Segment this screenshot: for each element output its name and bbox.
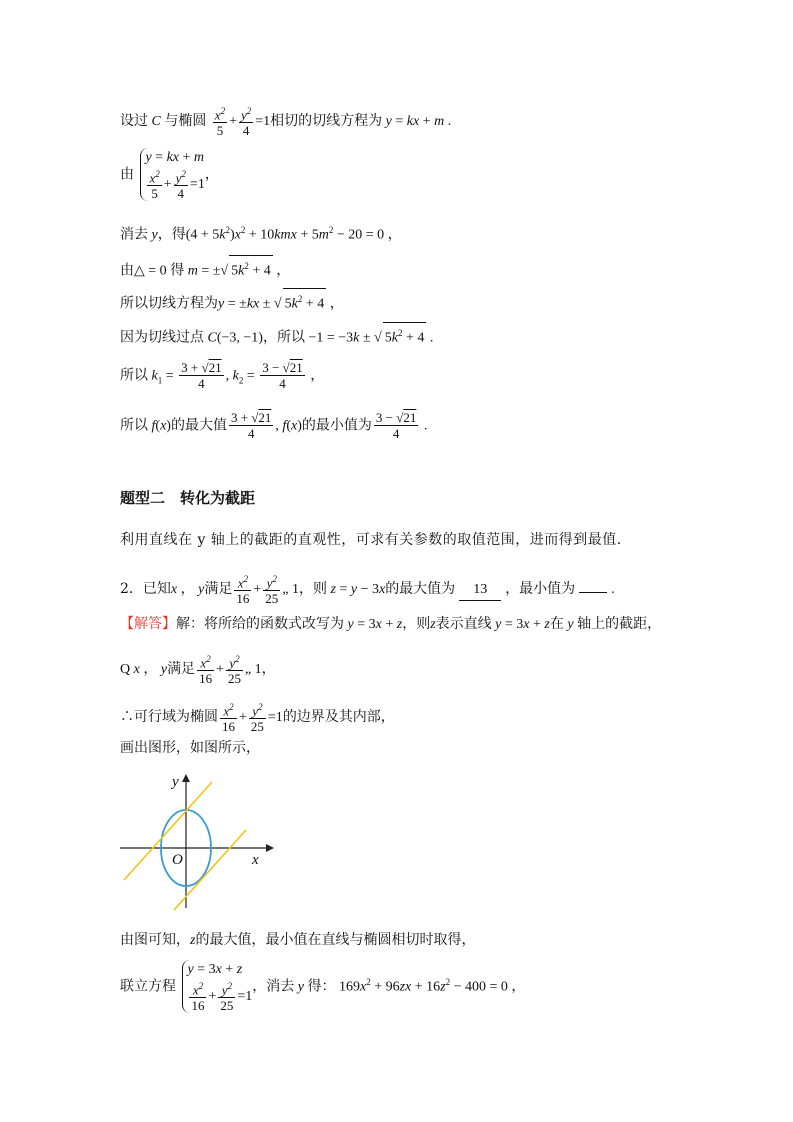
from-figure-line: 由图可知，z的最大值，最小值在直线与椭圆相切时取得， (120, 932, 476, 948)
question-2: 2．已知x ， y满足 $\frac{x^2}{16}$ + $\frac{y^2}{25}$ „ 1，则 z = y − 3x的最大值为 13 ，最小值为 . (120, 574, 615, 607)
text-line-4: 由△ = 0 得 m = ±√ $5k^2 + 4$ ， (120, 255, 290, 282)
equation-system: y = 3x + z $\frac{x^2}{16}$ + $\frac{y^2}{25}$ =1 (182, 960, 252, 1013)
text-line-5: 所以切线方程为y = ±kx ± √ $5k^2 + 4$ ， (120, 288, 344, 315)
ellipse-figure (116, 772, 276, 914)
draw-text: 画出图形，如图所示， (120, 740, 260, 756)
text-line-7: 所以 $k_1$ = $\frac{3 + √21}{4}$ , $k_2$ = $\frac{3 - √21}{4}$ ， (120, 360, 325, 391)
condition-line: Q x ， y满足 $\frac{x^2}{16}$ + $\frac{y^2}{25}$ „ 1， (120, 654, 276, 687)
y-axis-arrow (182, 774, 190, 782)
text-line-2: 由 y = kx + m $\frac{x^2}{5}$ + $\frac{y^2}{4}$ =1 ， (120, 150, 219, 202)
x-axis-label: x (252, 852, 259, 868)
text-line-6: 因为切线过点 C(−3, −1)，所以 −1 = −3k ± √ $5k^2 + 4$ . (120, 322, 433, 349)
solution-line: 【解答】解：将所给的函数式改写为 y = 3x + z，则z表示直线 y = 3x + z在 y 轴上的截距， (120, 616, 662, 632)
x-axis-arrow (266, 844, 274, 852)
text: 设过 (120, 113, 148, 130)
solution-tag: 【解答】 (120, 616, 176, 632)
joint-equations-line: 联立方程 y = 3x + z $\frac{x^2}{16}$ + $\frac{y^2}{25}$ =1 ，消去 y 得： $169x^2 + 96zx + 16z^2 - 400 = 0$ ， (120, 962, 526, 1014)
feasible-region-line: ∴可行域为椭圆 $\frac{x^2}{16}$ + $\frac{y^2}{25}$ =1的边界及其内部， (120, 702, 395, 735)
intro-text: 利用直线在 y 轴上的截距的直观性，可求有关参数的取值范围，进而得到最值. (120, 532, 622, 548)
answer-max: 13 (459, 580, 501, 601)
origin-label: O (172, 852, 183, 868)
fraction: $\frac{x^2}{5}$ (214, 106, 226, 139)
text-line-8: 所以 f(x)的最大值 $\frac{3 + √21}{4}$ , f(x)的最小值为 $\frac{3 - √21}{4}$ . (120, 410, 428, 441)
answer-blank (579, 592, 607, 593)
section-title: 题型二 转化为截距 (120, 489, 256, 507)
fraction: $\frac{y^2}{4}$ (240, 106, 252, 139)
text-line-1: 设过 C 与椭圆 $\frac{x^2}{5}$ + $\frac{y^2}{4}$ =1相切的切线方程为 y = kx + m . (120, 106, 452, 139)
equation-system: y = kx + m $\frac{x^2}{5}$ + $\frac{y^2}{4}$ =1 (140, 148, 204, 201)
tangent-line-upper (124, 782, 212, 880)
text-line-3: 消去 y，得$(4 + 5k^2)x^2 + 10kmx + 5m^2 - 20 = 0$ ， (120, 225, 402, 243)
y-axis-label: y (172, 774, 179, 790)
